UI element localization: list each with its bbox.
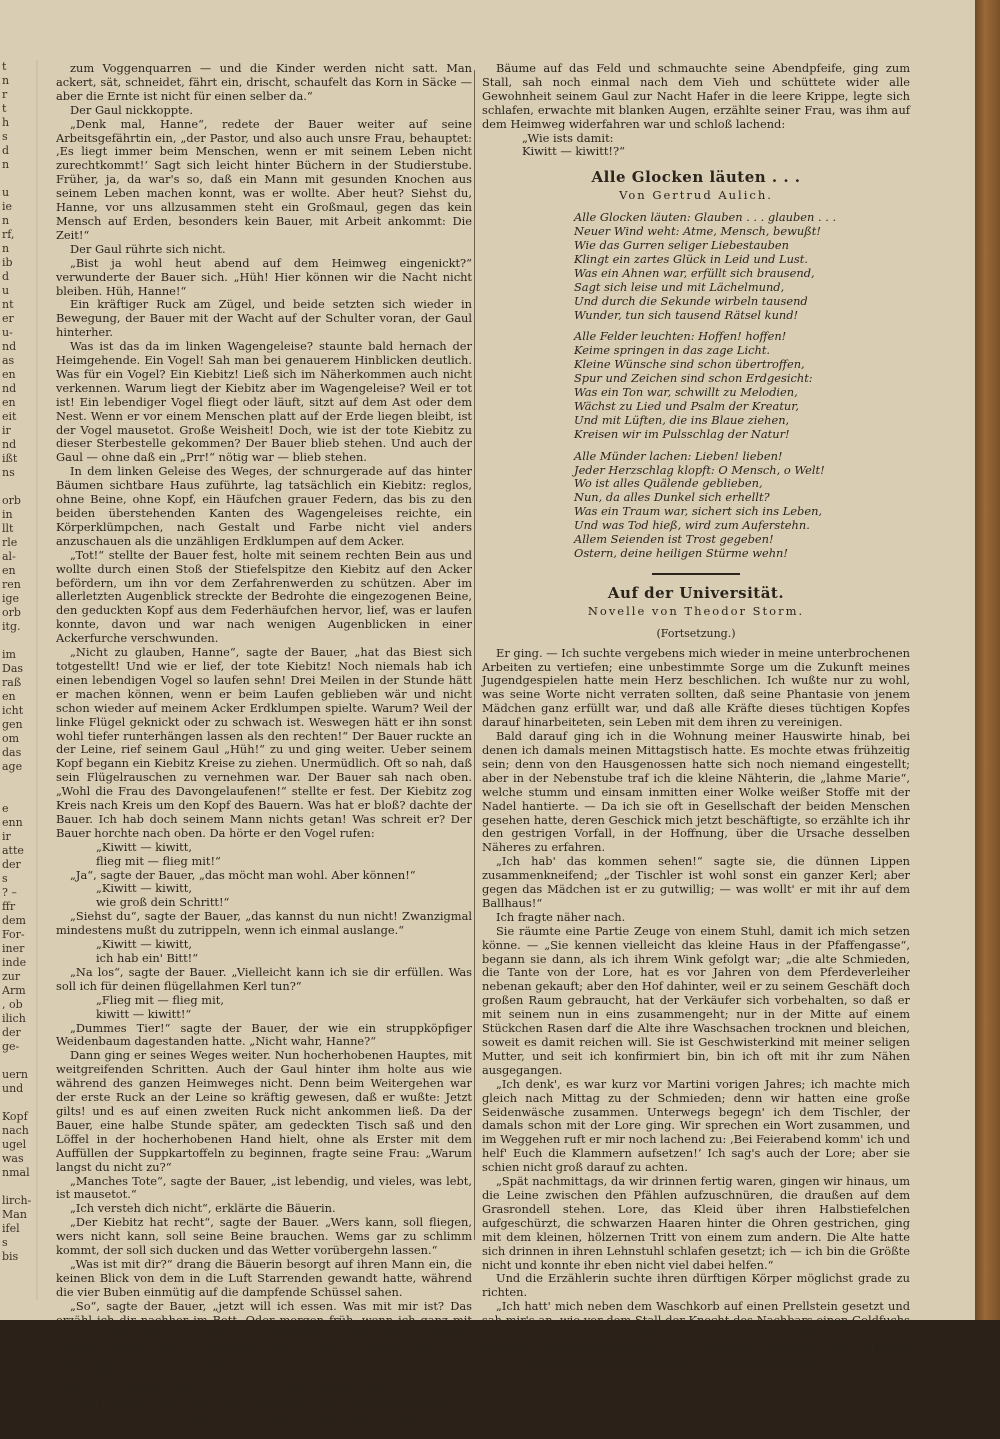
margin-fragment: enn: [2, 816, 23, 829]
poem-line: Wächst zu Lied und Psalm der Kreatur,: [574, 398, 800, 413]
margin-fragment: llt: [2, 522, 14, 535]
poem-line: Kreisen wir im Pulsschlag der Natur!: [574, 426, 790, 441]
poem-line: Klingt ein zartes Glück in Leid und Lust.: [574, 251, 808, 266]
margin-fragment: n: [2, 74, 10, 87]
margin-fragment: uern: [2, 1068, 28, 1081]
margin-fragment: u-: [2, 326, 13, 339]
margin-fragment: [2, 172, 36, 186]
margin-fragment: ir: [2, 424, 11, 437]
margin-fragment: rf,: [2, 228, 15, 241]
margin-fragment: orb: [2, 494, 21, 507]
poem-line: Spur und Zeichen sind schon Erdgesicht:: [574, 371, 813, 386]
margin-fragment: n: [2, 242, 10, 255]
margin-fragment: For-: [2, 928, 25, 941]
story-paragraph: „Siehst du“, sagte der Bauer, „das kannst du nun nicht! Zwanzigmal mindestens mußt du zutrippeln, wenn ich einmal auslange.“: [56, 909, 472, 938]
margin-fragment: bis: [2, 1250, 19, 1263]
story-paragraph: „Der Kiebitz!“ sagte der Bauer, füllte sich den Teller schwappvoll, aß und wurde mit allen Seinen satt; setzte sich ans Fenster, blickte durch die: [56, 1396, 472, 1438]
poem-line: Ostern, deine heiligen Stürme wehn!: [574, 546, 788, 560]
quote-line: „Wie ists damit:: [522, 130, 614, 145]
story-continuation: Bäume auf das Feld und schmauchte seine Abendpfeife, ging zum Stall, sah noch einmal nach dem Vieh und schüttete wider alle Gewohnheit seinem Gaul zur Nacht Hafer in die leere Krippe, legte sich schlafen, erwachte mit blanken Augen, erzählte seiner Frau, was ihm auf dem Heimweg widerfahren war und schloß lachend:: [482, 61, 910, 131]
story-paragraph: kiwitt — kiwitt!“: [96, 1006, 192, 1021]
margin-fragment: ns: [2, 466, 15, 479]
margin-fragment: das: [2, 746, 22, 759]
margin-fragment: ? –: [2, 886, 17, 899]
margin-fragment: Arm: [2, 984, 26, 997]
poem-line: Wie das Gurren seliger Liebestauben: [574, 237, 789, 252]
story-paragraph: „So“, sagte der Bauer, „jetzt will ich essen. Was mit mir ist? Das erzähl ich dir nachher im Bett. Oder morgen früh, wenn ich ganz mit mir im Reinen bin. Hast recht: Auf Golgatha war einer, den sie getötet hatten, lebendig, war tot nicht tot. Und wir sollten, heilen Leibes, mit dem Leben nicht zurechtkommen?“: [56, 1298, 472, 1369]
closing-quote: [482, 132, 910, 160]
margin-fragment: e: [2, 802, 9, 815]
poem-line: Kleine Wünsche sind schon übertroffen,: [574, 357, 805, 372]
margin-fragment: nach: [2, 1124, 29, 1137]
story-paragraph: Der Gaul nickkoppte.: [70, 102, 193, 117]
margin-fragment: was: [2, 1152, 24, 1165]
novella-paragraph: Bald darauf ging ich in die Wohnung meiner Hauswirte hinab, bei denen ich damals meinen Mittagstisch hatte. Es mochte etwas frühzeitig sein; denn von den Hausgenossen hatte sich noch niemand eingestellt; aber in der Nebenstube traf ich die kleine Nähterin, die „lahme Marie“, welche stumm und einsam inmitten einer Wolke weißer Stoffe mit der Nadel hantierte. — Da ich sie oft in Gesellschaft der beiden Menschen gesehen hatte, deren Geschick mich jetzt beschäftigte, so erzählte ich ihr den gestrigen Vorfall, in der Hoffnung, über die Ursache desselben Näheres zu erfahren.: [482, 729, 910, 855]
margin-fragment: d: [2, 144, 10, 157]
margin-fragment: en: [2, 690, 16, 703]
poem-line: Was ein Ton war, schwillt zu Melodien,: [574, 385, 798, 400]
story-paragraph: „Ich versteh dich nicht“, erklärte die Bäuerin.: [70, 1201, 336, 1216]
margin-fragment: nd: [2, 438, 17, 451]
margin-fragment: r: [2, 88, 8, 101]
poem-line: Und was Tod hieß, wird zum Auferstehn.: [574, 518, 810, 533]
margin-fragment: s: [2, 1236, 8, 1249]
margin-fragment: Kopf: [2, 1110, 28, 1123]
story-paragraph: In dem linken Geleise des Weges, der schnurgerade auf das hinter Bäumen sichtbare Haus zuführte, lag tatsächlich ein Kiebitz: reglos, ohne Beine, ohne Kopf, ein Häufchen grauer Federn, das bis zu den beiden überstehenden Kanten des Wagengeleises reichte, ein Körperklümpchen, nach Gestalt und Farbe nicht viel anders anzuschauen als die unzähligen Erdklumpen auf dem Acker.: [56, 464, 472, 548]
poem-body: [482, 211, 910, 561]
margin-fragment: eit: [2, 410, 17, 423]
story-paragraph: Dann ging er seines Weges weiter. Nun hocherhobenen Hauptes, mit weitgreifenden Schritten. Auch der Gaul hinter ihm holte aus wie während des ganzen Heimweges nicht. Denn beim Weitergehen war der erste Ruck an der Leine so kräftig gewesen, daß er wußte: Jetzt gilts! und es auf einen zweiten Ruck nicht ankommen ließ. Da der Bauer, eine halbe Stunde später, am gedeckten Tisch saß und den Löffel in der hocherhobenen Hand hielt, ohne als Erster mit dem Auffüllen der Suppkartoffeln zu beginnen, fragte seine Frau: „Warum langst du nicht zu?“: [56, 1048, 472, 1174]
story-paragraph: „Denk mal, Hanne“, redete der Bauer weiter auf seine Arbeitsgefährtin ein, „der Pastor, und also auch unsre Frau, behauptet: ‚Es liegt immer beim Menschen, wenn er mit seinem Leben nicht zurechtkommt!‘ Sagt sich leicht hinter Büchern in der Studierstube. Früher, ja, da war's so, daß ein Mann mit gesunden Knochen aus seinem Leben machen konnt, was er wollte. Aber heut? Siehst du, Hanne, vor uns allzusammen steht ein Großmaul, gegen das kein Mensch auf Erden, besonders kein Bauer, mit Arbeit ankommt: Die Zeit!“: [56, 116, 472, 242]
story-column-right: [482, 61, 910, 1369]
poem-line: Was ein Ahnen war, erfüllt sich brausend,: [574, 265, 815, 280]
poem-line: Und durch die Sekunde wirbeln tausend: [574, 293, 808, 308]
margin-fragment: [2, 1096, 36, 1110]
novella-body: [482, 647, 910, 1370]
margin-fragment: der: [2, 858, 21, 871]
margin-fragment: ir: [2, 830, 11, 843]
margin-fragment: atte: [2, 844, 24, 857]
margin-fragment: im: [2, 648, 16, 661]
margin-fragment: nmal: [2, 1166, 30, 1179]
margin-fragment: ffr: [2, 900, 16, 913]
story-paragraph: „Was ist mit dir?“ drang die Bäuerin besorgt auf ihren Mann ein, die keinen Blick von dem in die Luft Starrenden gewandt hatte, während die vier Buben einmütig auf die dampfende Schüssel sahen.: [56, 1256, 472, 1299]
margin-fragment: inde: [2, 956, 27, 969]
poem-stanza: [574, 330, 910, 441]
margin-fragment: t: [2, 60, 7, 73]
story-paragraph: Der Gaul rührte sich nicht.: [70, 241, 226, 256]
margin-fragment: Man: [2, 1208, 27, 1221]
margin-fragment: lirch-: [2, 1194, 32, 1207]
margin-fragment: ren: [2, 578, 21, 591]
margin-fragment: n: [2, 158, 10, 171]
poem-title: Alle Glocken läuten . . .: [591, 168, 801, 187]
story-paragraph: zum Voggenquarren — und die Kinder werden nicht satt. Man ackert, sät, schneidet, fährt ein, drischt, schaufelt das Korn in Säcke — aber die Ernte ist nicht für einen selber da.“: [56, 61, 472, 103]
margin-fragment: en: [2, 564, 16, 577]
story-paragraph: „Endlich!“ atmete die Frau auf. „Wer hat dich nun doch dahin gebracht, wohin ich dich all die Jahre nicht kriegen konnte?“: [56, 1368, 472, 1397]
novella-paragraph: Er ging. — Ich suchte vergebens mich wieder in meine unterbrochenen Arbeiten zu vertiefen; eine unbestimmte Sorge um die Zukunft meines Jugendgespielen hatte mein Herz beschlichen. Ich wußte nur zu wohl, was seine Worte nicht verraten sollten, daß seine Phantasie von jenem Mädchen ganz erfüllt war, und daß alle Kräfte dieses tüchtigen Kopfes darauf hinarbeiteten, sein Leben mit dem ihren zu vereinigen.: [482, 645, 910, 730]
margin-fragment: al-: [2, 550, 16, 563]
margin-fragment: raß: [2, 676, 22, 689]
margin-fragment: [2, 788, 36, 802]
poem-line: Jeder Herzschlag klopft: O Mensch, o Welt!: [574, 462, 825, 477]
margin-fragment: gen: [2, 718, 23, 731]
story-paragraph: Ein kräftiger Ruck am Zügel, und beide setzten sich wieder in Bewegung, der Bauer mit der Wacht auf der Schulter voran, der Gaul hinterher.: [56, 297, 472, 340]
poem-stanza: [574, 211, 910, 322]
margin-fragment: h: [2, 116, 10, 129]
story-paragraph: „Tot!“ stellte der Bauer fest, holte mit seinem rechten Bein aus und wollte durch einen Stoß der Stiefelspitze den Kiebitz auf den Acker befördern, um ihn vor dem Zerfahrenwerden zu schützen. Aber im allerletzten Augenblick streckte der Bedrohte die eingezogenen Beine, den geduckten Kopf aus dem Federhäufchen hervor, lief, was er laufen konnte, davon und war nach wenigen Augenblicken in einer Ackerfurche verschwunden.: [56, 547, 472, 646]
poem-line: Alle Münder lachen: Lieben! lieben!: [574, 448, 783, 463]
poem-line: Nun, da alles Dunkel sich erhellt?: [574, 490, 770, 505]
book-binding: [975, 0, 1000, 1320]
margin-fragment: rle: [2, 536, 18, 549]
margin-fragment: n: [2, 214, 10, 227]
margin-fragment: Das: [2, 662, 24, 675]
margin-fragment: u: [2, 186, 10, 199]
margin-fragment: en: [2, 368, 16, 381]
poem-author: Von Gertrud Aulich.: [619, 188, 773, 203]
story-paragraph: „Kiwitt — kiwitt,: [96, 839, 192, 854]
novella-paragraph: Und die Erzählerin suchte ihren dürftigen Körper möglichst grade zu richten.: [482, 1271, 910, 1300]
story-column-left: [56, 61, 472, 1438]
story-paragraph: „Nicht zu glauben, Hanne“, sagte der Bauer, „hat das Biest sich totgestellt! Und wie er lief, der tote Kiebitz! Noch niemals hab ich einen lebendigen Vogel so laufen sehn! Drei Meilen in der Stunde hätt er machen können, wenn er beim Laufen geblieben wär und nicht schon wieder auf meinem Acker Erdklumpen spielte. Warum? Weil der linke Flügel geknickt oder zu schwach ist. Weswegen hätt er ihn sonst wohl tiefer runterhängen lassen als den rechten!“ Der Bauer ruckte an der Leine, rief seinem Gaul „Hüh!“ zu und ging weiter. Ueber seinem Kopf begann ein Kiebitz Kreise zu ziehen. Unermüdlich. Oft so nah, daß sein Flügelrauschen zu vernehmen war. Der Bauer sah nach oben. „Wohl die Frau des Davongelaufenen!“ stellte er fest. Der Kiebitz zog Kreis nach Kreis um den Kopf des Bauern. Was hat er bloß? dachte der Bauer. Ich hab doch seinem Mann nichts getan! Was schreit er? Der Bauer horchte nach oben. Da hörte er den Vogel rufen:: [56, 645, 472, 840]
story-paragraph: „Kiwitt — kiwitt,: [96, 937, 192, 952]
margin-fragment: s: [2, 872, 8, 885]
poem-line: Was ein Traum war, sichert sich ins Leben,: [574, 504, 823, 519]
poem-line: Alle Glocken läuten: Glauben . . . glauben . . .: [574, 210, 837, 225]
column-divider: [474, 70, 475, 1240]
margin-fragment: [2, 1054, 36, 1068]
story-paragraph: „Kiwitt — kiwitt,: [96, 881, 192, 896]
margin-fragment: ilich: [2, 1012, 26, 1025]
margin-fragment: as: [2, 354, 15, 367]
margin-fragment: ifel: [2, 1222, 20, 1235]
margin-fragment: [2, 634, 36, 648]
story-paragraph: flieg mit — flieg mit!“: [96, 853, 221, 868]
margin-fragment: icht: [2, 704, 24, 717]
novella-author: Novelle von Theodor Storm.: [587, 603, 805, 618]
margin-fragment: [2, 480, 36, 494]
quote-line: Kiwitt — kiwitt!?“: [522, 144, 625, 159]
story-paragraph: „Dummes Tier!“ sagte der Bauer, der wie ein struppköpfiger Weidenbaum dagestanden hatte. „Nicht wahr, Hanne?“: [56, 1020, 472, 1049]
margin-fragment: der: [2, 1026, 21, 1039]
story-paragraph: Was ist das da im linken Wagengeleise? staunte bald hernach der Heimgehende. Ein Vogel! Sah man bei genauerem Hinblicken deutlich. Was für ein Vogel? Ein Kiebitz! Ließ sich im Näherkommen auch nicht verkennen. Warum liegt der Kiebitz aber im Wagengeleise? Weil er tot ist! Ein lebendiger Vogel fliegt oder läuft, sitzt auf dem Ast oder dem Nest. Wenn er vor einem Menschen platt auf der Erde liegen bleibt, ist der Vogel mausetot. Große Weisheit! Doch, wie ist der tote Kiebitz zu dieser Sterbestelle gekommen? Der Bauer blieb stehen. Und auch der Gaul — ohne daß ein „Prr!“ nötig war — blieb stehen.: [56, 339, 472, 465]
margin-fragment: nt: [2, 298, 14, 311]
margin-fragment: zur: [2, 970, 21, 983]
margin-fragment: [2, 1180, 36, 1194]
story-paragraph: „Na los“, sagte der Bauer. „Vielleicht kann ich sie dir erfüllen. Was soll ich für deinen flügellahmen Kerl tun?“: [56, 964, 472, 993]
novella-paragraph: „Ich hab' das kommen sehen!“ sagte sie, die dünnen Lippen zusammenkneifend; „der Tischler ist wohl sonst ein ganzer Kerl; aber gegen das Mädchen ist er zu gutwillig; — was wollt' er mit ihr auf dem Ballhaus!“: [482, 854, 910, 910]
novella-paragraph: Ich fragte näher nach.: [496, 909, 626, 924]
margin-fragment: ugel: [2, 1138, 27, 1151]
novella-paragraph: Sie räumte eine Partie Zeuge von einem Stuhl, damit ich mich setzen könne. — „Sie kennen vielleicht das kleine Haus in der Pfaffengasse“, begann sie dann, als ich ihrem Wink gefolgt war; „die alte Schmieden, die Tante von der Lore, hat es vor Jahren von dem Pferdeverleiher nebenan gekauft; aber den Hof dahinter, weil er zu seinem Geschäft doch großen Raum gebraucht, hat der Verkäufer sich vorbehalten, so daß er mit seinem nun in eins zusammengeht; nur in der Mitte auf einem Stückchen Rasen darf die Alte ihre Waschsachen trocknen und bleichen, soweit es damit reichen will. Sie ist Geschwisterkind mit meiner seligen Mutter, und seit ich konfirmiert bin, bin ich oft mit ihr zum Nähen ausgegangen.: [482, 923, 910, 1077]
section-rule: [652, 573, 740, 575]
margin-fragment: orb: [2, 606, 21, 619]
margin-fragment: om: [2, 732, 20, 745]
margin-fragment: er: [2, 312, 14, 325]
story-paragraph: ich hab ein' Bitt!“: [96, 951, 199, 965]
margin-fragment: age: [2, 760, 23, 773]
poem-line: Keime springen in das zage Licht.: [574, 343, 771, 358]
novella-paragraph: „Ich denk', es war kurz vor Martini vorigen Jahres; ich machte mich gleich nach Mittag zu der Schmieden; denn wir hatten eine große Seidenwäsche zusammen. Unterwegs begegn' ich dem Tischler, der damals schon mit der Lore ging. Wir sprechen ein Wort zusammen, und im Weggehen ruft er mir noch lachend zu: ‚Bei Feierabend komm' ich und helf' Euch die Klammern aufsetzen!‘ Ich sag's auch der Lore; aber sie schien nicht groß darauf zu achten.: [482, 1076, 910, 1175]
margin-fragment: ißt: [2, 452, 18, 465]
novella-paragraph: „Ich hatt' mich neben dem Waschkorb auf einen Prellstein gesetzt und sah mir's an, wie vor dem Stall der Knecht des Nachbars einen Goldfuchs striegelte. — Ich hab' die Pferde gern, wissen Sie, denn mein Vater ist auch ein Fuhrmann gewesen. — Es war ein gar schönes Tier; und wenn es so den Kopf aus dem Schatten in die Sonne hinauswarf,: [482, 1299, 910, 1369]
poem-line: Wo ist alles Quälende geblieben,: [574, 476, 763, 491]
margin-fragment: ib: [2, 256, 13, 269]
novella-paragraph: „Spät nachmittags, da wir drinnen fertig waren, gingen wir hinaus, um die Leine zwischen den Pfählen aufzuschnüren, die draußen auf dem Grasrondell stehen. Lore, das Kleid über ihren Halbstiefelchen aufgeschürzt, die schwarzen Haaren hinter die Ohren gestrichen, ging mit dem kleinen, hölzernen Tritt von einem zum andern. Die Alte hatte sich drinnen in ihren Lehnstuhl schlafen gesetzt; ich — ich bin die Größte nicht und konnte ihr eben nicht viel dabei helfen.“: [482, 1174, 910, 1272]
adjacent-page-fragments: [0, 60, 38, 1300]
poem-line: Allem Seienden ist Trost gegeben!: [574, 532, 774, 547]
margin-fragment: ie: [2, 200, 13, 213]
story-paragraph: „Bist ja wohl heut abend auf dem Heimweg eingenickt?“ verwunderte der Bauer sich. „Hüh! Hier können wir die Nacht nicht bleiben. Hüh, Hanne!“: [56, 255, 472, 298]
continued-note: (Fortsetzung.): [656, 626, 736, 640]
margin-fragment: u: [2, 284, 10, 297]
story-paragraph: „Ja“, sagte der Bauer, „das möcht man wohl. Aber können!“: [70, 867, 416, 882]
margin-fragment: in: [2, 508, 13, 521]
margin-fragment: t: [2, 102, 7, 115]
margin-fragment: nd: [2, 382, 17, 395]
margin-fragment: en: [2, 396, 16, 409]
poem-line: Wunder, tun sich tausend Rätsel kund!: [574, 307, 799, 322]
story-paragraph: „Flieg mit — flieg mit,: [96, 992, 224, 1007]
margin-fragment: ge-: [2, 1040, 20, 1053]
margin-fragment: und: [2, 1082, 24, 1095]
margin-fragment: d: [2, 270, 10, 283]
margin-fragment: s: [2, 130, 8, 143]
poem-line: Und mit Lüften, die ins Blaue ziehen,: [574, 412, 790, 427]
novella-title: Auf der Universität.: [607, 583, 785, 602]
margin-fragment: nd: [2, 340, 17, 353]
margin-fragment: , ob: [2, 998, 23, 1011]
poem-line: Sagt sich leise und mit Lächelmund,: [574, 279, 785, 294]
poem-line: Neuer Wind weht: Atme, Mensch, bewußt!: [574, 224, 821, 239]
story-paragraph: „Manches Tote“, sagte der Bauer, „ist lebendig, und vieles, was lebt, ist mausetot.“: [56, 1173, 472, 1202]
margin-fragment: itg.: [2, 620, 21, 633]
poem-line: Alle Felder leuchten: Hoffen! hoffen!: [574, 329, 787, 344]
margin-fragment: dem: [2, 914, 26, 927]
story-paragraph: wie groß dein Schritt!“: [96, 895, 230, 910]
story-paragraph: „Der Kiebitz hat recht“, sagte der Bauer. „Wers kann, soll fliegen, wers nicht kann, soll seine Beine brauchen. Wems gar zu schlimm kommt, der soll sich ducken und das Wetter vorübergehn lassen.“: [56, 1215, 472, 1258]
margin-fragment: iner: [2, 942, 25, 955]
poem-stanza: [574, 450, 910, 561]
margin-fragment: [2, 774, 36, 788]
margin-fragment: ige: [2, 592, 20, 605]
